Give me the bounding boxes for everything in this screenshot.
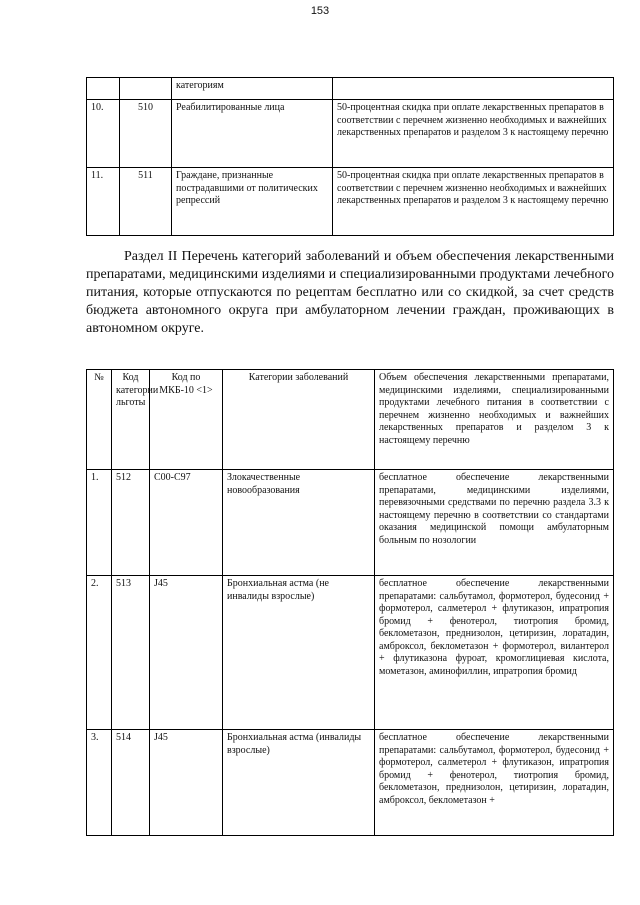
table-header-row [87,370,614,470]
table-row [87,470,614,576]
icd-code: J45 [150,576,223,730]
table-row [87,78,614,100]
row-number: 2. [87,576,112,730]
disease-category: Злокачественные новообразования [223,470,375,576]
row-number: 3. [87,730,112,836]
benefit-description [333,78,614,100]
row-number [87,78,120,100]
icd-code: C00-C97 [150,470,223,576]
category-name: Граждане, признанные пострадавшими от политических репрессий [172,168,333,236]
row-number: 1. [87,470,112,576]
header-disease-category: Категории заболеваний [223,370,375,470]
category-code: 510 [120,100,172,168]
table-row [87,168,614,236]
provision-scope: бесплатное обеспечение лекарственными препаратами, медицинскими изделиями, перевязочными средствами по перечню раздела 3.3 к настоящему перечню в соответствии со стандартами оказания медицинской помощи амбулаторным больным по нозологии [375,470,614,576]
diseases-table [86,369,614,836]
header-provision-scope: Объем обеспечения лекарственными препаратами, медицинскими изделиями, специализированными продуктами лечебного питания в соответствии с перечнем жизненно необходимых и важнейших лекарственных препаратов и разделом 3 к настоящему перечню [375,370,614,470]
row-number: 11. [87,168,120,236]
table-row [87,576,614,730]
header-category-code: Код категории льготы [112,370,150,470]
benefit-description: 50-процентная скидка при оплате лекарственных препаратов в соответствии с перечнем жизненно необходимых и важнейших лекарственных препаратов и разделом 3 к настоящему перечню [333,100,614,168]
category-code: 513 [112,576,150,730]
section-heading-text: Раздел II Перечень категорий заболеваний и объем обеспечения лекарственными препаратами, медицинскими изделиями и специализированными продуктами лечебного питания, которые отпускаются по рецептам бесплатно или со скидкой, за счет средств бюджета автономного округа при амбулаторном лечении граждан, проживающих в автономном округе. [86,249,614,336]
category-code: 512 [112,470,150,576]
section-heading [86,248,614,338]
disease-category: Бронхиальная астма (инвалиды взрослые) [223,730,375,836]
category-code: 514 [112,730,150,836]
header-number: № [87,370,112,470]
table-row [87,100,614,168]
disease-category: Бронхиальная астма (не инвалиды взрослые) [223,576,375,730]
provision-scope: бесплатное обеспечение лекарственными препаратами: сальбутамол, формотерол, будесонид + формотерол, салметерол + флутиказон, ипратропия бромид + фенотерол, тиотропия бромид, беклометазон, преднизолон, цетиризин, лоратадин, амброксол, беклометазон + [375,730,614,836]
category-code [120,78,172,100]
page-number: 153 [310,5,330,17]
table-row [87,730,614,836]
provision-scope: бесплатное обеспечение лекарственными препаратами: сальбутамол, формотерол, будесонид + формотерол, салметерол + флутиказон, ипратропия бромид + фенотерол, тиотропия бромид, беклометазон, преднизолон, цетиризин, лоратадин, амброксол, беклометазон + формотерол, вилантерол + флутиказона фуроат, кромоглициевая кислота, мометазон, аминофиллин, ипратропия бромид [375,576,614,730]
row-number: 10. [87,100,120,168]
category-name: категориям [172,78,333,100]
categories-table-continued [86,77,614,236]
category-name: Реабилитированные лица [172,100,333,168]
category-code: 511 [120,168,172,236]
icd-code: J45 [150,730,223,836]
header-icd-code: Код по МКБ-10 <1> [150,370,223,470]
benefit-description: 50-процентная скидка при оплате лекарственных препаратов в соответствии с перечнем жизненно необходимых и важнейших лекарственных препаратов и разделом 3 к настоящему перечню [333,168,614,236]
